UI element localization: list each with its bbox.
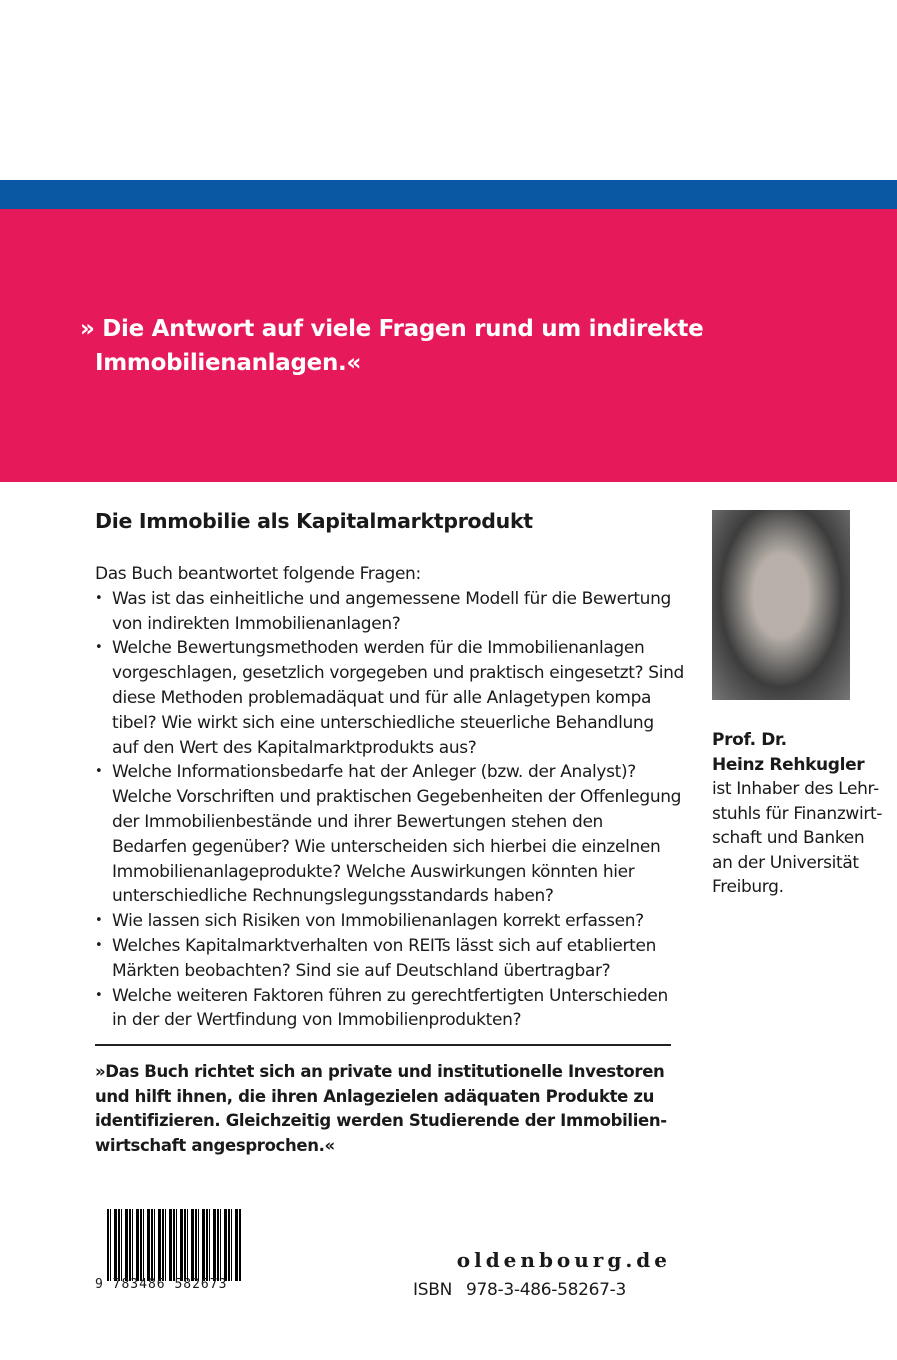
question-line: diese Methoden problemadäquat und für alle Anlagetypen kompa [112, 687, 652, 708]
question-line: in der der Wertfindung von Immobilienprodukten? [112, 1010, 522, 1031]
barcode [95, 1209, 255, 1294]
question-line: unterschiedliche Rechnungslegungsstandards haben? [112, 886, 554, 907]
question-line: der Immobilienbestände und ihrer Bewertungen stehen den [112, 811, 603, 832]
divider [95, 1044, 671, 1046]
question-line: • Welche Informationsbedarfe hat der Anleger (bzw. der Analyst)? [112, 762, 636, 783]
author-bio [712, 777, 882, 900]
author-name: Heinz Rehkugler [712, 754, 865, 775]
questions-list [95, 562, 685, 1033]
question-line: von indirekten Immobilienanlagen? [112, 613, 401, 634]
quote-line: Immobilienanlagen.« [95, 350, 362, 376]
barcode-bars [107, 1209, 242, 1281]
question-bullet [95, 636, 685, 760]
quote-line: » Die Antwort auf viele Fragen rund um indirekte [80, 316, 704, 342]
publisher-website[interactable]: oldenbourg.de [456, 1248, 671, 1272]
isbn [413, 1280, 626, 1300]
question-line: Immobilienanlageprodukte? Welche Auswirkungen könnten hier [112, 861, 635, 882]
isbn-label: ISBN [413, 1280, 452, 1300]
intro-text: Das Buch beantwortet folgende Fragen: [95, 564, 421, 584]
bio-line: schaft und Banken [712, 828, 865, 848]
summary-line: »Das Buch richtet sich an private und institutionelle Investoren [95, 1062, 665, 1081]
question-line: Bedarfen gegenüber? Wie unterscheiden sich hierbei die einzelnen [112, 836, 661, 857]
question-line: auf den Wert des Kapitalmarktprodukts aus? [112, 737, 477, 758]
question-line: vorgeschlagen, gesetzlich vorgegeben und praktisch eingesetzt? Sind [112, 663, 684, 684]
question-bullet [95, 984, 685, 1034]
isbn-value: 978-3-486-58267-3 [465, 1280, 627, 1300]
question-line: tibel? Wie wirkt sich eine unterschiedliche steuerliche Behandlung [112, 712, 654, 733]
question-line: Märkten beobachten? Sind sie auf Deutschland übertragbar? [112, 960, 611, 981]
question-line: • Welche weiteren Faktoren führen zu gerechtfertigten Unterschieden [112, 985, 668, 1006]
banner-quote [80, 312, 703, 380]
question-bullet [95, 587, 685, 637]
question-line: • Was ist das einheitliche und angemessene Modell für die Bewertung [112, 588, 671, 609]
bio-line: Freiburg. [712, 877, 784, 897]
summary-quote [95, 1060, 667, 1158]
bio-line: an der Universität [712, 852, 859, 873]
summary-line: und hilft ihnen, die ihren Anlagezielen adäquaten Produkte zu [95, 1086, 654, 1106]
question-line: • Welche Bewertungsmethoden werden für die Immobilienanlagen [112, 638, 645, 659]
bio-line: stuhls für Finanzwirt- [712, 803, 883, 824]
bio-line: ist Inhaber des Lehr- [712, 779, 879, 799]
question-bullet [95, 934, 685, 984]
blue-band [0, 180, 897, 209]
question-line: • Welches Kapitalmarktverhalten von REITs lässt sich auf etablierten [112, 935, 657, 956]
summary-line: identifizieren. Gleichzeitig werden Studierende der Immobilien- [95, 1111, 667, 1130]
book-title: Die Immobilie als Kapitalmarktprodukt [95, 509, 533, 533]
barcode-digits: 9 783486 582673 [95, 1277, 228, 1292]
question-line: Welche Vorschriften und praktischen Gegebenheiten der Offenlegung [112, 787, 682, 808]
author-title: Prof. Dr. [712, 730, 787, 750]
question-bullet [95, 760, 685, 909]
summary-line: wirtschaft angesprochen.« [95, 1135, 335, 1155]
author-info [712, 728, 882, 900]
question-bullet [95, 909, 685, 934]
author-photo [712, 510, 850, 700]
question-line: • Wie lassen sich Risiken von Immobilienanlagen korrekt erfassen? [112, 911, 644, 932]
